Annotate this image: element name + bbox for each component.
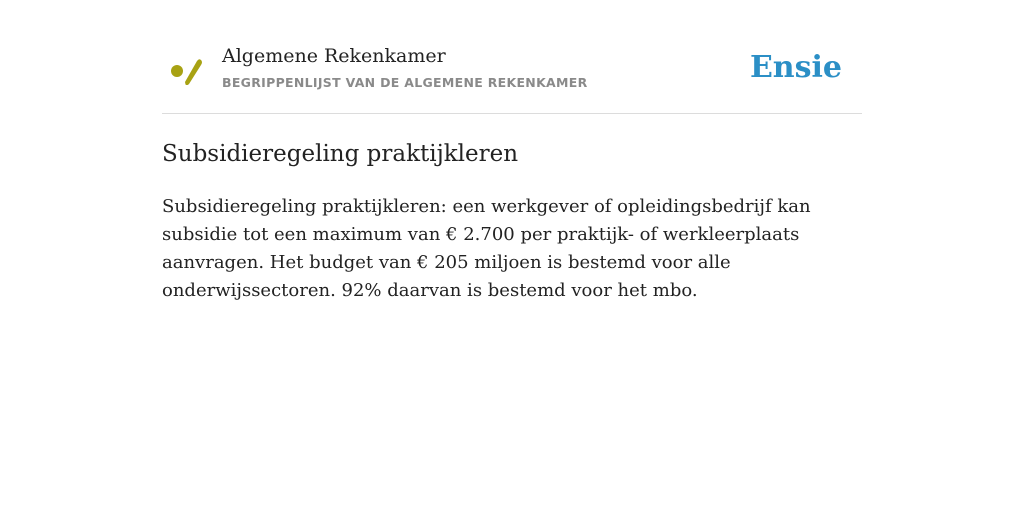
org-name[interactable]: Algemene Rekenkamer — [222, 45, 446, 67]
content-container — [162, 40, 862, 305]
brand-logo[interactable]: Ensie — [749, 50, 842, 85]
org-subtitle[interactable]: BEGRIPPENLIJST VAN DE ALGEMENE REKENKAMER — [222, 75, 588, 90]
rekenkamer-logo-icon[interactable] — [170, 57, 204, 85]
header — [162, 40, 862, 114]
page-title: Subsidieregeling praktijkleren — [162, 141, 519, 167]
definition-text: Subsidieregeling praktijkleren: een werkgever of opleidingsbedrijf kan subsidie tot een maximum van € 2.700 per praktijk- of werkleerplaats aanvragen. Het budget van € 205 miljoen is bestemd voor alle onderwijssectoren. 92% daarvan is bestemd voor het mbo. — [162, 196, 811, 301]
